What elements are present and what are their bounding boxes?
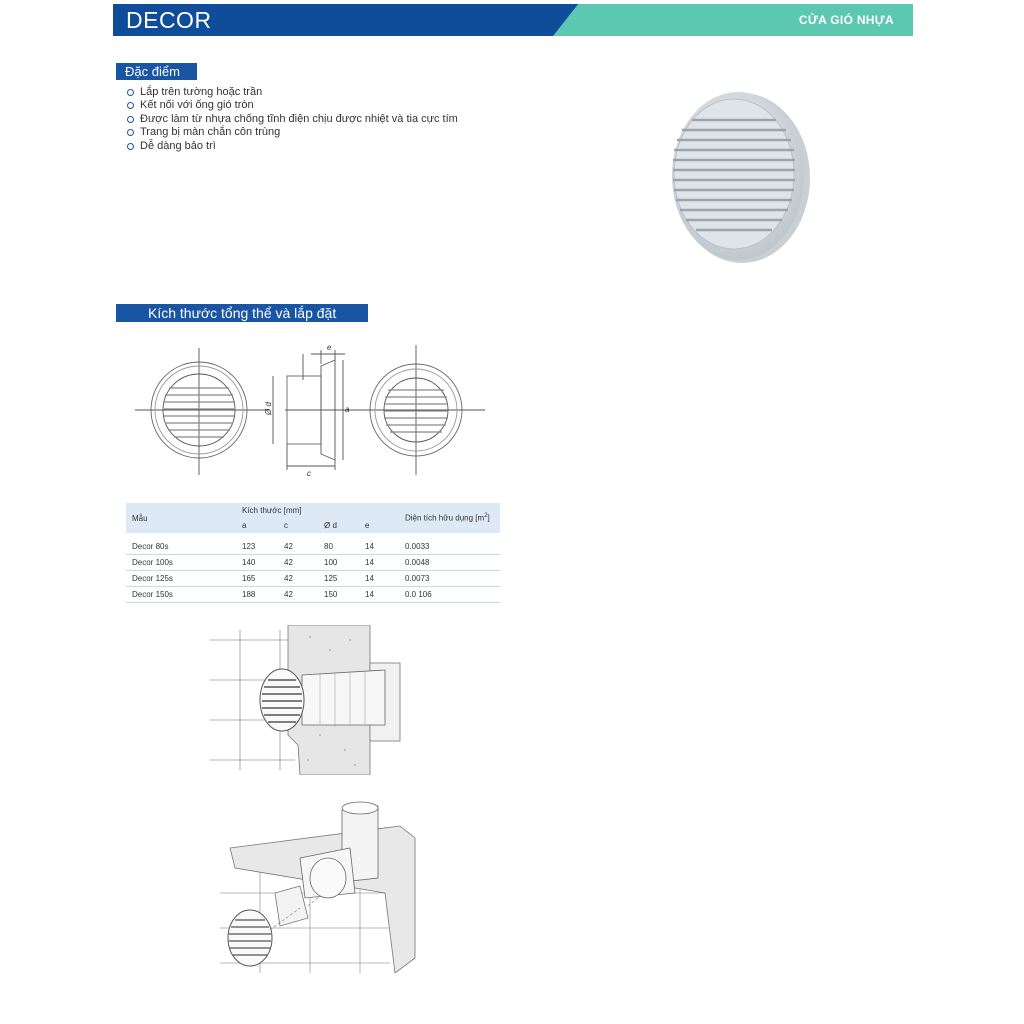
- spec-table: [126, 503, 500, 603]
- bullet-icon: [127, 129, 134, 136]
- dimension-drawing: [135, 340, 495, 480]
- bullet-icon: [127, 116, 134, 123]
- product-category: CỬA GIÓ NHỰA: [798, 13, 894, 27]
- table-col-a: a: [236, 518, 278, 536]
- list-item: Lắp trên tường hoặc trần: [127, 86, 458, 99]
- table-col-c: c: [278, 518, 318, 536]
- table-header-dimensions: Kích thước [mm]: [236, 503, 399, 518]
- dim-label-a: a: [345, 405, 350, 414]
- bullet-icon: [127, 102, 134, 109]
- table-header-model: Mẫu: [126, 503, 236, 536]
- list-item: Kết nối với ống gió tròn: [127, 99, 458, 112]
- product-photo: [660, 90, 820, 270]
- table-row: Decor 80s 123 42 80 14 0.0033: [126, 536, 500, 555]
- table-col-d: Ø d: [318, 518, 359, 536]
- features-heading: Đặc điểm: [116, 63, 197, 80]
- table-row: Decor 150s 188 42 150 14 0.0 106: [126, 587, 500, 603]
- table-header-area: Diện tích hữu dụng $[m^2]$: [399, 503, 500, 536]
- list-item: Được làm từ nhựa chống tĩnh điện chịu được nhiệt và tia cực tím: [127, 113, 458, 126]
- installation-wall-illustration: [210, 625, 420, 775]
- dimensions-heading: Kích thước tổng thể và lắp đặt: [116, 304, 368, 322]
- table-row: Decor 100s 140 42 100 14 0.0048: [126, 555, 500, 571]
- bullet-icon: [127, 143, 134, 150]
- dim-label-e: e: [327, 343, 332, 352]
- product-title: DECOR: [126, 7, 212, 33]
- features-list: [127, 86, 458, 153]
- list-item: Dễ dàng bảo trì: [127, 140, 458, 153]
- dim-label-d: Ø d: [264, 402, 273, 415]
- installation-duct-illustration: [220, 798, 420, 973]
- table-col-e: e: [359, 518, 399, 536]
- table-row: Decor 125s 165 42 125 14 0.0073: [126, 571, 500, 587]
- list-item: Trang bị màn chắn côn trùng: [127, 126, 458, 139]
- dim-label-c: c: [307, 469, 311, 478]
- bullet-icon: [127, 89, 134, 96]
